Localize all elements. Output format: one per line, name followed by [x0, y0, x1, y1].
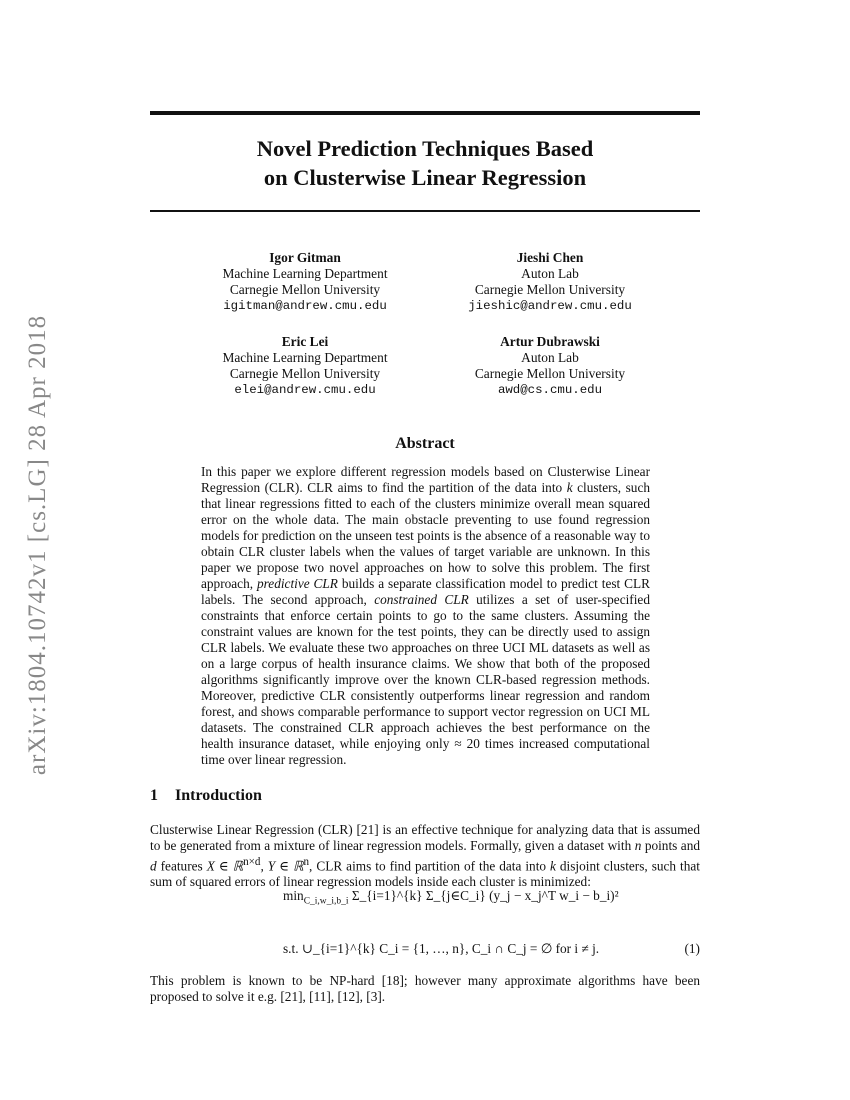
para-math-sup: n×d	[243, 856, 261, 868]
paper-title	[150, 134, 700, 192]
abstract-math: k	[566, 480, 573, 495]
author-name: Jieshi Chen	[516, 250, 584, 265]
equation-line-2: s.t. ∪_{i=1}^{k} C_i = {1, …, n}, C_i ∩ C_j = ∅ for i ≠ j.	[283, 941, 600, 956]
author-university: Carnegie Mellon University	[474, 366, 626, 381]
para-part: disjoint clusters, such that sum of squared errors of linear regression models inside each cluster is minimized:	[150, 858, 700, 890]
author-email[interactable]: jieshic@andrew.cmu.edu	[468, 299, 632, 313]
intro-paragraph-2: This problem is known to be NP-hard [18]; however many approximate algorithms have been proposed to solve it e.g. [21], [11], [12], [3].	[150, 973, 700, 1004]
intro-paragraph-1	[150, 822, 700, 890]
author-affiliation: Machine Learning Department	[222, 266, 388, 281]
section-heading	[150, 787, 262, 805]
author-name: Eric Lei	[281, 334, 329, 349]
author-name: Artur Dubrawski	[500, 334, 600, 349]
para-math: n	[634, 838, 642, 853]
eq-min-sub: C_i,w_i,b_i	[303, 896, 349, 907]
author-affiliation: Auton Lab	[521, 266, 579, 281]
para-math-sup: n	[303, 856, 310, 868]
abstract-emphasis: predictive CLR	[256, 576, 338, 591]
para-math: X ∈ ℝ	[206, 858, 244, 874]
author-name: Igor Gitman	[269, 250, 341, 265]
title-line-2: on Clusterwise Linear Regression	[263, 165, 587, 190]
abstract-part: builds a separate classification model to predict test CLR labels. The second approach,	[201, 576, 650, 607]
para-math: , Y ∈ ℝ	[260, 858, 304, 874]
abstract-part: utilizes a set of user-specified constraints that enforce certain points to go to the same clusters. Assuming the constraint values are known for the test points, they can be directly used to assign CLR labels. We evaluate these two approaches on three UCI ML datasets as well as on a large corpus of health insurance claims. We show that both of the proposed algorithms significantly improve over the known CLR-based regression methods. Moreover, predictive CLR consistently outperforms linear regression and random forest, and shows comparable performance to support vector regression on UCI ML datasets. The constrained CLR approach achieves the best performance on the health insurance dataset, while enjoying only ≈ 20 times increased computational time over linear regression.	[201, 592, 650, 767]
author-affiliation: Auton Lab	[521, 350, 579, 365]
abstract-text	[201, 464, 650, 768]
author-email[interactable]: igitman@andrew.cmu.edu	[223, 299, 387, 313]
equation-number: (1)	[684, 941, 700, 956]
para-math: k	[550, 858, 556, 874]
equation-line-1	[283, 888, 619, 907]
author-email[interactable]: elei@andrew.cmu.edu	[234, 383, 376, 397]
author-university: Carnegie Mellon University	[229, 366, 381, 381]
eq-body: Σ_{i=1}^{k} Σ_{j∈C_i} (y_j − x_j^T w_i − b_i)²	[351, 888, 619, 903]
author-email[interactable]: awd@cs.cmu.edu	[497, 383, 603, 397]
arxiv-stamp: arXiv:1804.10742v1 [cs.LG] 28 Apr 2018	[24, 314, 51, 776]
section-number: 1	[150, 787, 158, 804]
abstract-part: In this paper we explore different regression models based on Clusterwise Linear Regression (CLR). CLR aims to find the partition of the data into	[201, 464, 650, 495]
para-math: d	[150, 858, 157, 874]
abstract-part: clusters, such that linear regressions fitted to each of the clusters minimize overall mean squared error on the whole data. The main obstacle preventing to use found regression models for prediction on the unseen test points is the absence of a reasonable way to obtain CLR cluster labels when the values of target variable are unknown. In this paper we propose two novel approaches on how to solve this problem. The first approach,	[201, 480, 650, 591]
author-university: Carnegie Mellon University	[229, 282, 381, 297]
title-bottom-rule	[150, 210, 700, 212]
title-line-1: Novel Prediction Techniques Based	[256, 136, 594, 161]
abstract-heading: Abstract	[395, 435, 455, 452]
para-part: points and	[641, 838, 700, 853]
para-part: , CLR aims to find partition of the data into	[309, 858, 551, 874]
abstract-emphasis: constrained CLR	[374, 592, 469, 607]
para-part: Clusterwise Linear Regression (CLR) [21] is an effective technique for analyzing data that is assumed to be generated from a mixture of linear regression models. Formally, given a dataset with	[150, 822, 700, 853]
author-block-2	[430, 250, 670, 314]
eq-min: min	[283, 888, 304, 903]
title-top-rule	[150, 111, 700, 115]
author-affiliation: Machine Learning Department	[222, 350, 388, 365]
para-part: features	[156, 858, 207, 874]
author-block-4	[430, 334, 670, 398]
author-university: Carnegie Mellon University	[474, 282, 626, 297]
author-block-1	[185, 250, 425, 314]
author-block-3	[185, 334, 425, 398]
section-title: Introduction	[175, 787, 262, 804]
